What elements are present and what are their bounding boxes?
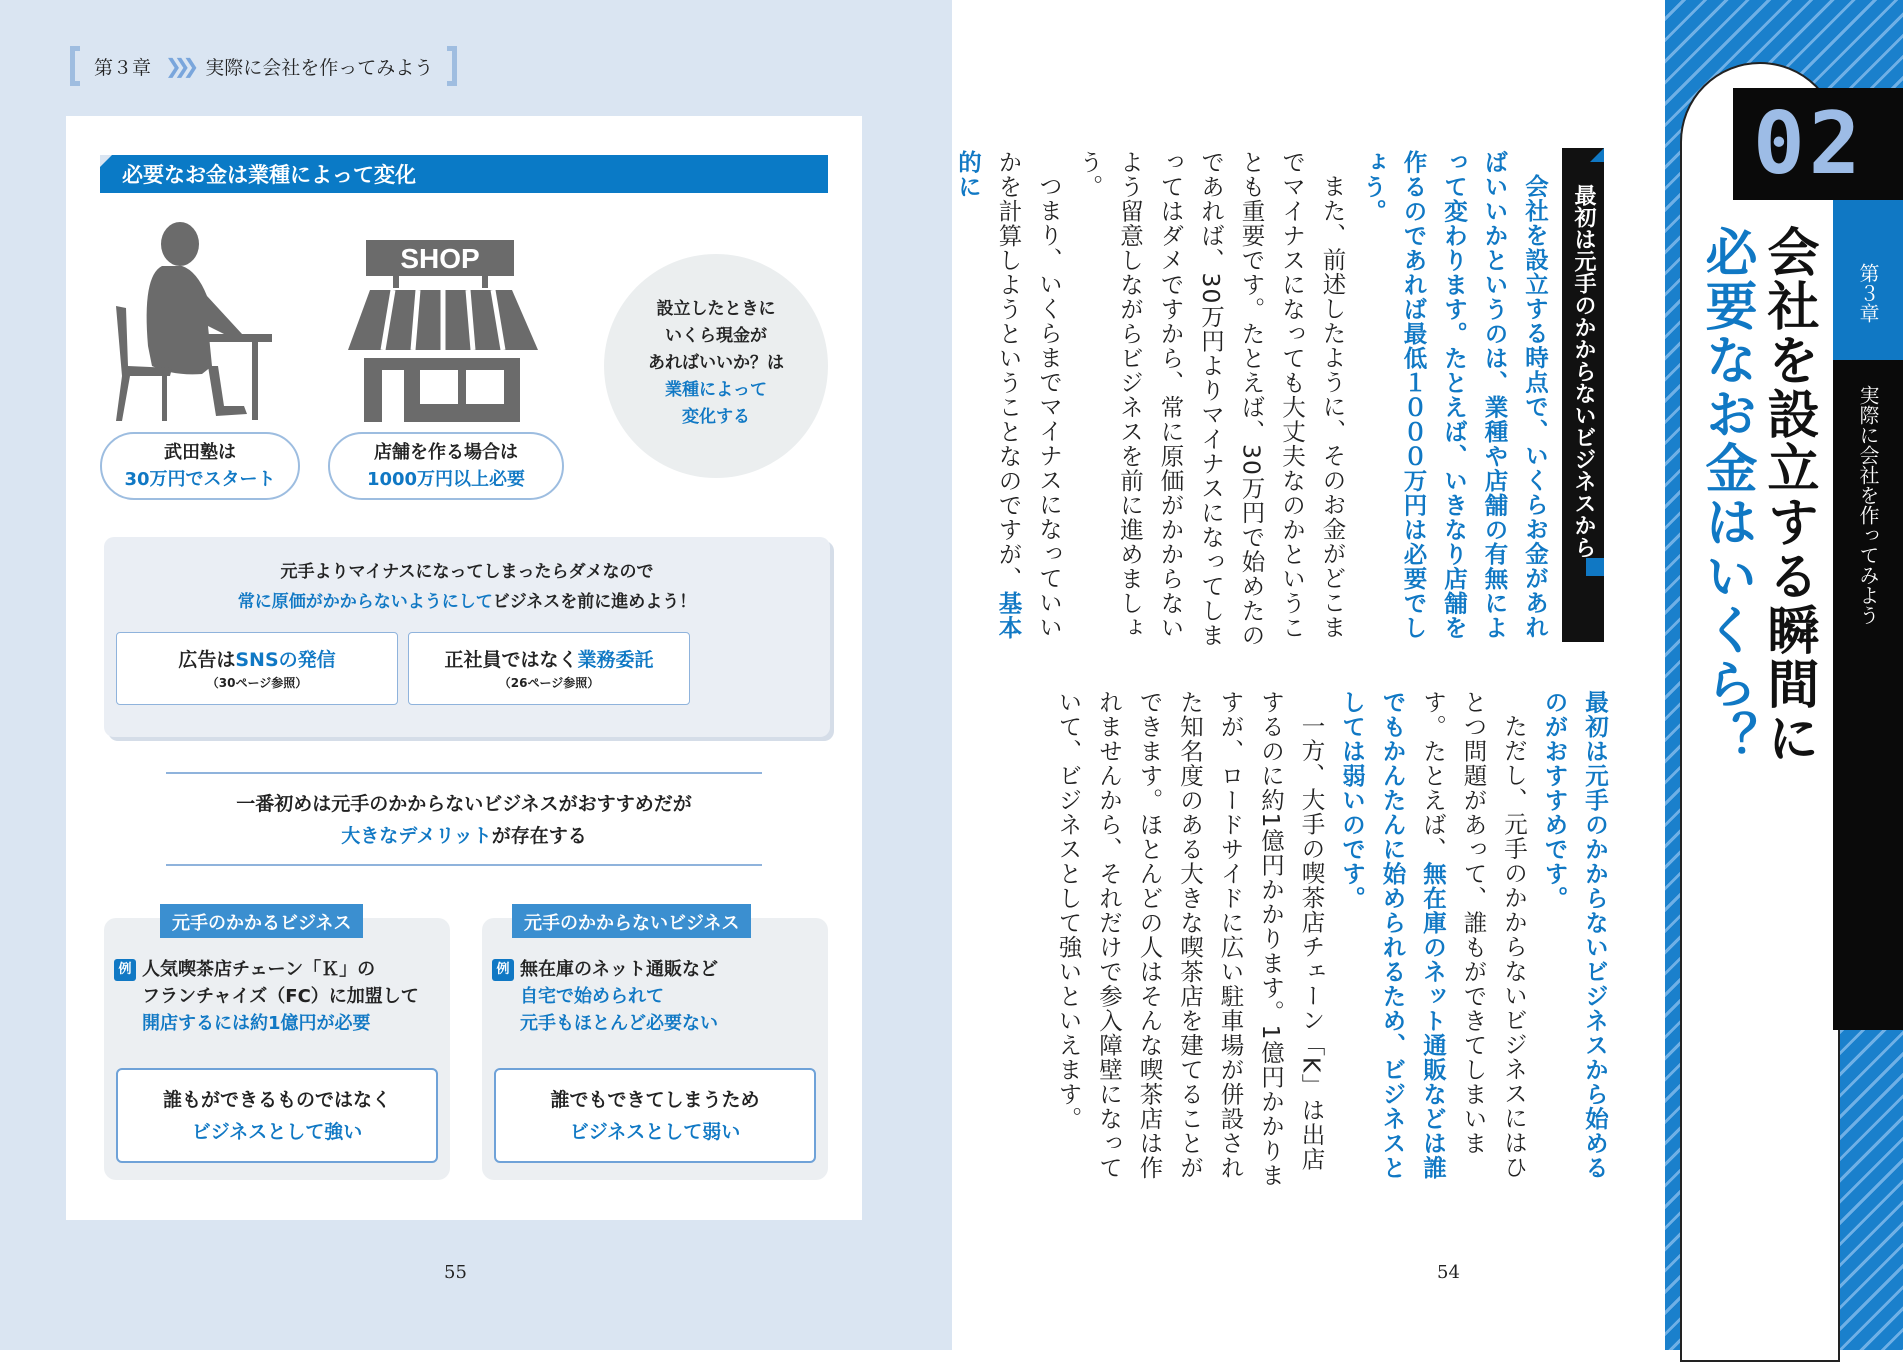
tip-box-sns — [116, 632, 398, 705]
shop-sign-text: SHOP — [400, 243, 480, 274]
example-badge: 例 — [492, 959, 514, 981]
example-line: 元手もほとんど必要ない — [520, 1013, 718, 1034]
paragraph-text: ただし、元手のかからないビジネスにはひとつ問題があって、誰もができてしまいます。たとえば、 — [1419, 690, 1528, 1179]
bubble-line: あればいいか？は — [648, 353, 784, 373]
pill-line: 店舗を作る場合は — [374, 442, 518, 463]
page-reference: （26ページ参照） — [498, 676, 600, 690]
pill-line: 1000万円以上必要 — [366, 469, 526, 490]
divider — [166, 772, 762, 774]
page-reference: （30ページ参照） — [206, 676, 308, 690]
body-text-lower — [1054, 690, 1615, 1190]
tip-panel — [104, 537, 830, 737]
middle-statement — [66, 788, 862, 852]
breadcrumb — [70, 46, 457, 86]
section-banner: 必要なお金は業種によって変化 — [100, 155, 828, 193]
bubble-line: 変化する — [682, 407, 750, 427]
bubble-line: いくら現金が — [665, 326, 767, 346]
conclusion-line: ビジネスとして弱い — [569, 1121, 741, 1143]
shop-icon — [348, 240, 544, 422]
breadcrumb-section: 実際に会社を作ってみよう — [205, 56, 434, 79]
illustration-card — [66, 116, 862, 1220]
pill-shop — [328, 432, 564, 500]
paragraph — [1332, 690, 1535, 1190]
statement-highlight: 大きなデメリット — [341, 825, 492, 847]
paragraph-highlight: 基本的に — [954, 150, 1023, 640]
tip-line: 元手よりマイナスになってしまったらダメなので — [280, 562, 654, 582]
panel-tag: 元手のかからないビジネス — [512, 904, 751, 938]
panel-low-cost-business — [482, 913, 828, 1180]
body-text-upper — [954, 150, 1555, 650]
subheading-bar: 最初は元手のかからないビジネスから — [1562, 148, 1604, 642]
statement-text: が存在する — [491, 825, 587, 847]
conclusion-line: ビジネスとして強い — [191, 1121, 363, 1143]
tip-text: ビジネスを前に進めよう！ — [492, 592, 697, 612]
chapter-label: 第３章 — [1833, 200, 1903, 360]
page-number: 54 — [1437, 1262, 1460, 1283]
statement-line: 一番初めは元手のかからないビジネスがおすすめだが — [236, 793, 692, 815]
paragraph-text: つまり、いくらまでマイナスになっていいかを計算しようということなのですが、 — [994, 150, 1063, 639]
example-line: 無在庫のネット通販など — [520, 959, 718, 980]
tip-box-outsourcing — [408, 632, 690, 705]
chevrons-icon: ❯❯❯ — [165, 54, 192, 78]
pill-line: 30万円でスタート — [124, 469, 276, 490]
panel-costly-business — [104, 913, 450, 1180]
paragraph: 会社を設立する時点で、いくらお金があればいいかというのは、業種や店舗の有無によって変わります。たとえば、いきなり店舗を作るのであれば最低１０００万円は必要でしょう。 — [1359, 150, 1549, 640]
tip-highlight: 常に原価がかからないようにして — [237, 592, 493, 612]
bracket-right — [447, 46, 457, 86]
pill-takeda — [100, 432, 300, 500]
example-line: フランチャイズ（FC）に加盟して — [142, 986, 419, 1007]
conclusion-box — [494, 1068, 816, 1163]
page-title-line2: 必要なお金はいくら？ — [1696, 225, 1756, 765]
section-number: 02 — [1753, 94, 1865, 194]
paragraph — [948, 150, 1070, 650]
bubble-line: 設立したときに — [656, 299, 776, 319]
bracket-left — [70, 46, 80, 86]
paragraph: また、前述したように、そのお金がどこまでマイナスになっても大丈夫なのかということも重要です。たとえば、30万円で始めたのであれば、30万円よりマイナスになってしまってはダメですから、常に原価がかからないよう留意しながらビジネスを前に進めましょう。 — [1075, 150, 1347, 648]
box-text: 正社員ではなく — [444, 649, 578, 671]
page-number: 55 — [444, 1262, 467, 1283]
section-number-block — [1733, 88, 1903, 200]
pill-line: 武田塾は — [164, 442, 236, 463]
paragraph: 一方、大手の喫茶店チェーン「K」は出店するのに約1億円かかります。1億円かかりますが、ロードサイドに広い駐車場が併設された知名度のある大きな喫茶店を建てることができます。ほとんどの人はそんな喫茶店は作れませんから、それだけで参入障壁になっていて、ビジネスとして強いといえます。 — [1054, 690, 1326, 1188]
conclusion-line: 誰もができるものではなく — [162, 1089, 391, 1111]
example-line: 開店するには約1億円が必要 — [142, 1013, 371, 1034]
person-at-desk-icon — [112, 216, 272, 426]
example-line: 自宅で始められて — [520, 986, 664, 1007]
conclusion-line: 誰でもできてしまうため — [550, 1089, 760, 1111]
question-bubble — [604, 254, 828, 478]
box-highlight: SNSの発信 — [235, 649, 336, 671]
divider — [166, 864, 762, 866]
page-title-line1: 会社を設立する瞬間に — [1758, 225, 1818, 765]
conclusion-box — [116, 1068, 438, 1163]
bubble-line: 業種によって — [665, 380, 767, 400]
paragraph-highlight: 無在庫のネット通販などは誰でもかんたんに始められるため、ビジネスとしては弱いのです。 — [1338, 690, 1447, 1180]
example-badge: 例 — [114, 959, 136, 981]
box-highlight: 業務委託 — [577, 649, 654, 671]
panel-tag: 元手のかかるビジネス — [160, 904, 363, 938]
breadcrumb-chapter: 第３章 — [94, 56, 152, 79]
box-text: 広告は — [178, 649, 236, 671]
chapter-name: 実際に会社を作ってみよう — [1856, 385, 1880, 625]
left-page — [0, 0, 952, 1350]
paragraph: 最初は元手のかからないビジネスから始めるのがおすすめです。 — [1540, 690, 1609, 1180]
example-line: 人気喫茶店チェーン「Ｋ」の — [142, 959, 376, 980]
